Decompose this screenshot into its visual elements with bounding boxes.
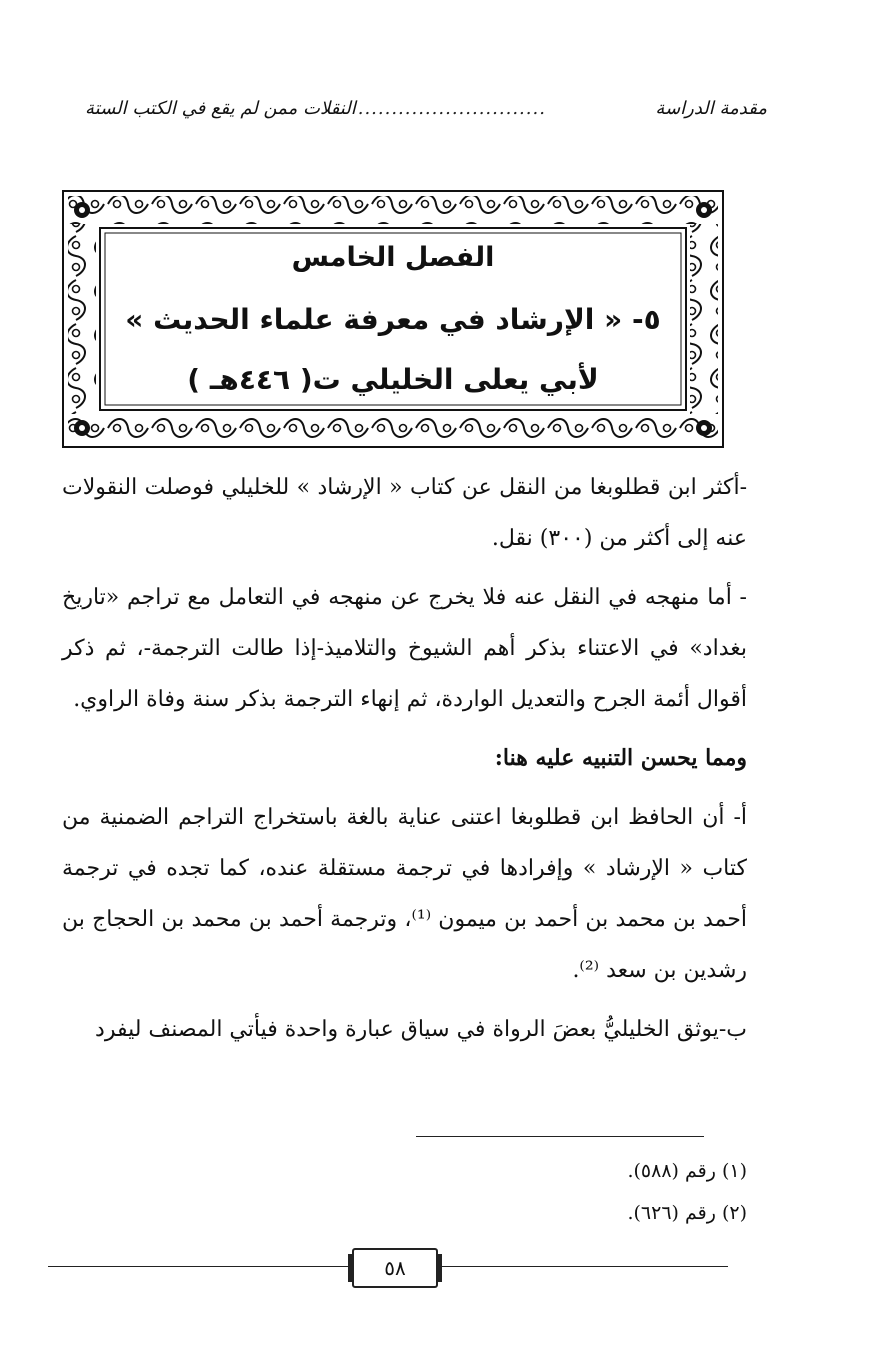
chapter-title: الفصل الخامس (291, 242, 495, 273)
footnote-2: (٢) رقم (٦٢٦). (627, 1202, 747, 1224)
page-footer (48, 1248, 815, 1288)
book-title: ٥- « الإرشاد في معرفة علماء الحديث » (125, 303, 661, 336)
paragraph-note-a: أ- أن الحافظ ابن قطلوبغا اعتنى عناية بالغة باستخراج التراجم الضمنية من كتاب « الإرشاد » وإفرادها في ترجمة مستقلة عنده، كما تجده في ترجمة أحمد بن محمد بن أحمد بن ميمون ⁽¹⁾، وترجمة أحمد بن محمد بن الحجاج بن رشدين بن سعد ⁽²⁾. (62, 805, 747, 983)
header-section-title: النقلات ممن لم يقع في الكتب الستة (85, 98, 356, 119)
header-dots: ............................ (357, 98, 546, 119)
paragraph-note-b: ب-يوثق الخليليُّ بعضَ الرواة في سياق عبارة واحدة فيأتي المصنف ليفرد (95, 1017, 747, 1042)
chapter-heading-block (112, 222, 674, 416)
footnote-1: (١) رقم (٥٨٨). (627, 1160, 747, 1182)
footnotes (627, 1150, 747, 1234)
author-line: لأبي يعلى الخليلي ت( ٤٤٦هـ ) (187, 363, 599, 396)
body-text (62, 462, 747, 1063)
chapter-ornamental-frame (62, 190, 724, 448)
running-header (85, 98, 767, 119)
footnote-separator (416, 1136, 704, 1137)
paragraph-method: - أما منهجه في النقل عنه فلا يخرج عن منهجه في التعامل مع تراجم «تاريخ بغداد» في الاعتناء بذكر أهم الشيوخ والتلاميذ-إذا طالت الترجمة-، ثم ذكر أقوال أئمة الجرح والتعديل الواردة، ثم إنهاء الترجمة بذكر سنة وفاة الراوي. (62, 585, 747, 712)
header-study-intro: مقدمة الدراسة (655, 98, 767, 119)
paragraph-citation-count: -أكثر ابن قطلوبغا من النقل عن كتاب « الإرشاد » للخليلي فوصلت النقولات عنه إلى أكثر من (٣٠٠) نقل. (62, 475, 747, 551)
footer-rule-left (48, 1266, 348, 1267)
footer-rule-right (438, 1266, 728, 1267)
page-number: ٥٨ (352, 1248, 438, 1288)
paragraph-notes-heading: ومما يحسن التنبيه عليه هنا: (494, 745, 747, 771)
